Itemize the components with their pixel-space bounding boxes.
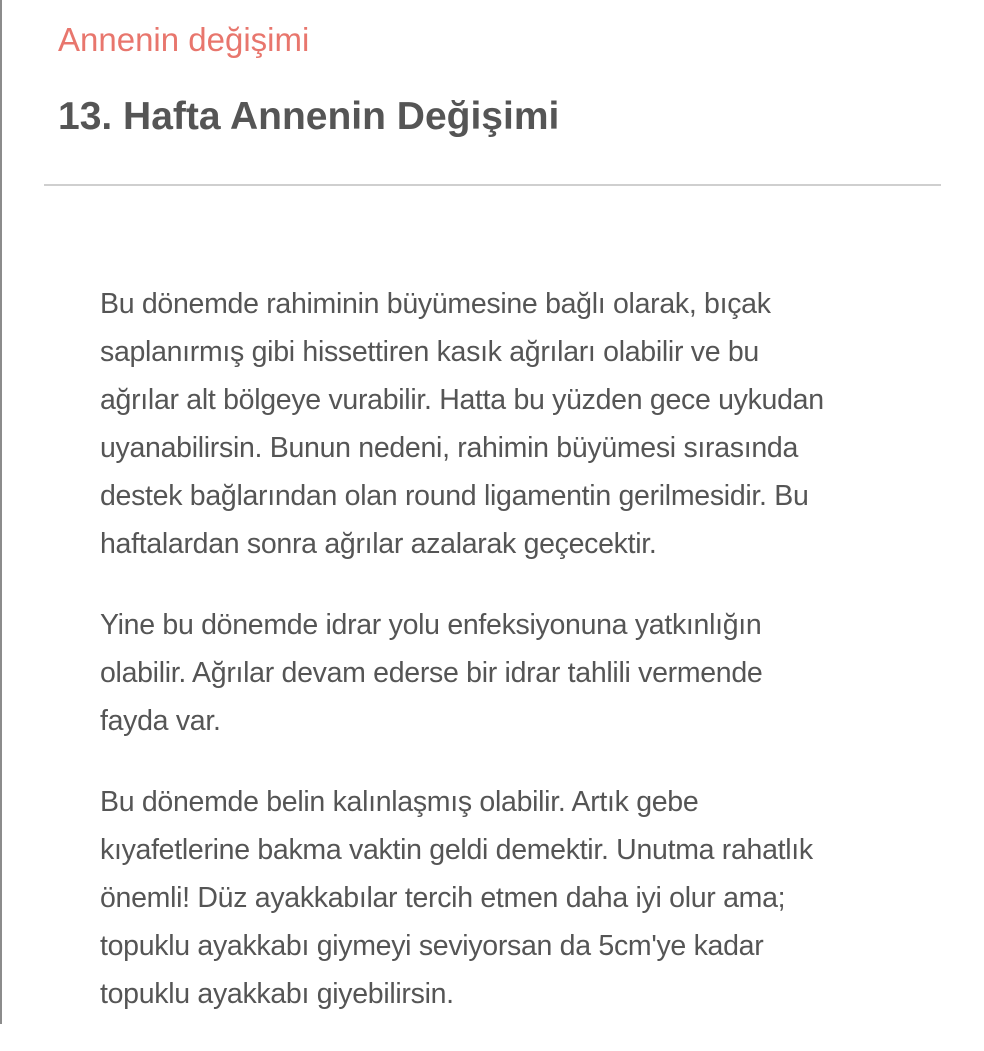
article-body (100, 280, 910, 1051)
paragraph-line: destek bağlarından olan round ligamentin gerilmesidir. Bu (100, 480, 809, 512)
section-label: Annenin değişimi (58, 21, 310, 58)
paragraph-line: ağrılar alt bölgeye vurabilir. Hatta bu yüzden gece uykudan (100, 384, 824, 416)
paragraph-2 (100, 601, 910, 745)
paragraph-line: Yine bu dönemde idrar yolu enfeksiyonuna yatkınlığın (100, 609, 762, 641)
paragraph-3 (100, 778, 910, 1018)
paragraph-line: haftalardan sonra ağrılar azalarak geçecektir. (100, 528, 657, 560)
left-border (0, 0, 2, 1024)
page-title: 13. Hafta Annenin Değişimi (58, 95, 560, 138)
paragraph-line: önemli! Düz ayakkabılar tercih etmen daha iyi olur ama; (100, 882, 786, 914)
paragraph-line: topuklu ayakkabı giyebilirsin. (100, 978, 454, 1010)
paragraph-1 (100, 280, 910, 568)
paragraph-line: kıyafetlerine bakma vaktin geldi demektir. Unutma rahatlık (100, 834, 813, 866)
paragraph-line: topuklu ayakkabı giymeyi seviyorsan da 5cm'ye kadar (100, 930, 764, 962)
paragraph-line: uyanabilirsin. Bunun nedeni, rahimin büyümesi sırasında (100, 432, 798, 464)
paragraph-line: Bu dönemde belin kalınlaşmış olabilir. Artık gebe (100, 786, 699, 818)
paragraph-line: Bu dönemde rahiminin büyümesine bağlı olarak, bıçak (100, 288, 771, 320)
divider (44, 184, 941, 186)
paragraph-line: olabilir. Ağrılar devam ederse bir idrar tahlili vermende (100, 657, 763, 689)
paragraph-line: fayda var. (100, 705, 221, 737)
paragraph-line: saplanırmış gibi hissettiren kasık ağrıları olabilir ve bu (100, 336, 759, 368)
